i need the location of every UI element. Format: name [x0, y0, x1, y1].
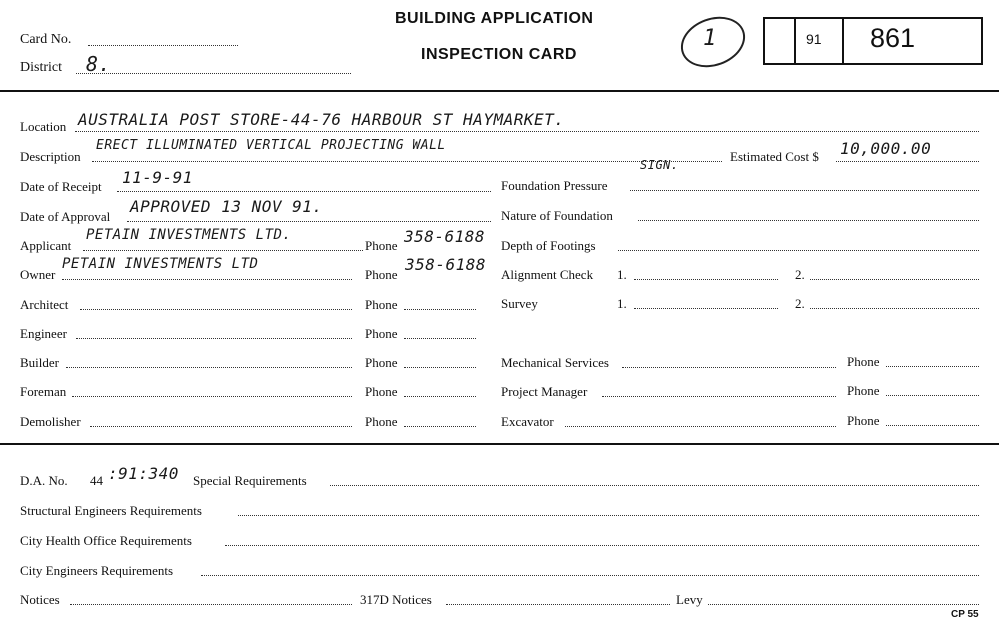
project-manager-phone-label: Phone	[847, 383, 880, 398]
survey-1-label: 1.	[617, 296, 627, 311]
depth-footings-label: Depth of Footings	[501, 238, 596, 253]
box-small-number: 91	[806, 31, 822, 47]
card-no-field[interactable]	[88, 45, 238, 46]
survey-2-label: 2.	[795, 296, 805, 311]
project-manager-phone-field[interactable]	[886, 395, 979, 396]
excavator-field[interactable]	[565, 426, 836, 427]
special-requirements-label: Special Requirements	[193, 473, 307, 488]
survey-2-field[interactable]	[810, 308, 979, 309]
notices-field[interactable]	[70, 604, 352, 605]
builder-phone-label: Phone	[365, 355, 398, 370]
architect-phone-field[interactable]	[404, 309, 476, 310]
engineer-label: Engineer	[20, 326, 67, 341]
excavator-label: Excavator	[501, 414, 554, 429]
owner-label: Owner	[20, 267, 56, 282]
circled-mark-value: 1	[703, 26, 717, 51]
structural-requirements-field[interactable]	[238, 515, 979, 516]
city-engineers-requirements-label: City Engineers Requirements	[20, 563, 174, 578]
builder-label: Builder	[20, 355, 59, 370]
mechanical-services-field[interactable]	[622, 367, 836, 368]
demolisher-label: Demolisher	[20, 414, 81, 429]
applicant-field[interactable]	[83, 250, 363, 251]
date-receipt-label: Date of Receipt	[20, 179, 102, 194]
notices-label: Notices	[20, 592, 60, 607]
title-line-2: INSPECTION CARD	[421, 46, 577, 63]
date-approval-field[interactable]	[127, 221, 491, 222]
applicant-label: Applicant	[20, 238, 72, 253]
date-approval-label: Date of Approval	[20, 209, 111, 224]
da-prefix: 44	[90, 473, 103, 488]
date-receipt-value: 11-9-91	[122, 168, 193, 187]
form-code: CP 55	[951, 609, 979, 620]
alignment-check-2-label: 2.	[795, 267, 805, 282]
survey-label: Survey	[501, 296, 538, 311]
owner-phone-label: Phone	[365, 267, 398, 282]
structural-requirements-label: Structural Engineers Requirements	[20, 503, 202, 518]
date-approval-value: APPROVED 13 NOV 91.	[130, 197, 323, 216]
district-label: District	[20, 60, 62, 75]
applicant-value: PETAIN INVESTMENTS LTD.	[86, 227, 292, 243]
foundation-pressure-label: Foundation Pressure	[501, 178, 608, 193]
excavator-phone-field[interactable]	[886, 425, 979, 426]
estimated-cost-label: Estimated Cost $	[730, 149, 819, 164]
special-requirements-field[interactable]	[330, 485, 979, 486]
box-divider	[842, 19, 844, 63]
engineer-phone-label: Phone	[365, 326, 398, 341]
title-line-1: BUILDING APPLICATION	[395, 10, 594, 27]
architect-label: Architect	[20, 297, 69, 312]
estimated-cost-value: 10,000.00	[840, 139, 932, 158]
notices-317d-label: 317D Notices	[360, 592, 432, 607]
nature-foundation-label: Nature of Foundation	[501, 208, 613, 223]
engineer-field[interactable]	[76, 338, 352, 339]
demolisher-field[interactable]	[90, 426, 352, 427]
district-field[interactable]	[76, 73, 351, 74]
mechanical-services-label: Mechanical Services	[501, 355, 609, 370]
header-divider	[0, 90, 999, 92]
description-label: Description	[20, 149, 81, 164]
demolisher-phone-label: Phone	[365, 414, 398, 429]
engineer-phone-field[interactable]	[404, 338, 476, 339]
foreman-phone-label: Phone	[365, 384, 398, 399]
owner-field[interactable]	[62, 279, 352, 280]
owner-value: PETAIN INVESTMENTS LTD	[62, 256, 259, 272]
mechanical-services-phone-label: Phone	[847, 354, 880, 369]
location-field[interactable]	[75, 131, 979, 132]
da-no-value: :91:340	[108, 464, 179, 483]
alignment-check-1-field[interactable]	[634, 279, 778, 280]
city-health-requirements-field[interactable]	[225, 545, 979, 546]
mechanical-services-phone-field[interactable]	[886, 366, 979, 367]
foundation-pressure-field[interactable]	[630, 190, 979, 191]
district-value: 8.	[86, 52, 112, 76]
nature-foundation-field[interactable]	[638, 220, 979, 221]
foreman-phone-field[interactable]	[404, 396, 476, 397]
applicant-phone-label: Phone	[365, 238, 398, 253]
excavator-phone-label: Phone	[847, 413, 880, 428]
demolisher-phone-field[interactable]	[404, 426, 476, 427]
architect-field[interactable]	[80, 309, 352, 310]
box-card-number: 861	[870, 23, 916, 53]
estimated-cost-field[interactable]	[836, 161, 979, 162]
alignment-check-1-label: 1.	[617, 267, 627, 282]
depth-footings-field[interactable]	[618, 250, 979, 251]
architect-phone-label: Phone	[365, 297, 398, 312]
builder-field[interactable]	[66, 367, 352, 368]
alignment-check-label: Alignment Check	[501, 267, 594, 282]
description-value-cont: SIGN.	[640, 158, 679, 172]
survey-1-field[interactable]	[634, 308, 778, 309]
location-value: AUSTRALIA POST STORE-44-76 HARBOUR ST HAYMARKET.	[78, 110, 565, 129]
card-no-label: Card No.	[20, 32, 72, 47]
project-manager-label: Project Manager	[501, 384, 588, 399]
foreman-label: Foreman	[20, 384, 67, 399]
alignment-check-2-field[interactable]	[810, 279, 979, 280]
applicant-phone-value: 358-6188	[404, 227, 486, 246]
levy-label: Levy	[676, 592, 703, 607]
notices-317d-field[interactable]	[446, 604, 670, 605]
levy-field[interactable]	[708, 604, 979, 605]
city-engineers-requirements-field[interactable]	[201, 575, 979, 576]
box-divider	[794, 19, 796, 63]
city-health-requirements-label: City Health Office Requirements	[20, 533, 192, 548]
description-value: ERECT ILLUMINATED VERTICAL PROJECTING WALL	[96, 138, 446, 153]
section-divider	[0, 443, 999, 445]
description-field[interactable]	[92, 161, 722, 162]
builder-phone-field[interactable]	[404, 367, 476, 368]
date-receipt-field[interactable]	[117, 191, 491, 192]
location-label: Location	[20, 119, 67, 134]
da-no-label: D.A. No.	[20, 473, 68, 488]
project-manager-field[interactable]	[602, 396, 836, 397]
foreman-field[interactable]	[72, 396, 352, 397]
owner-phone-value: 358-6188	[405, 255, 487, 274]
